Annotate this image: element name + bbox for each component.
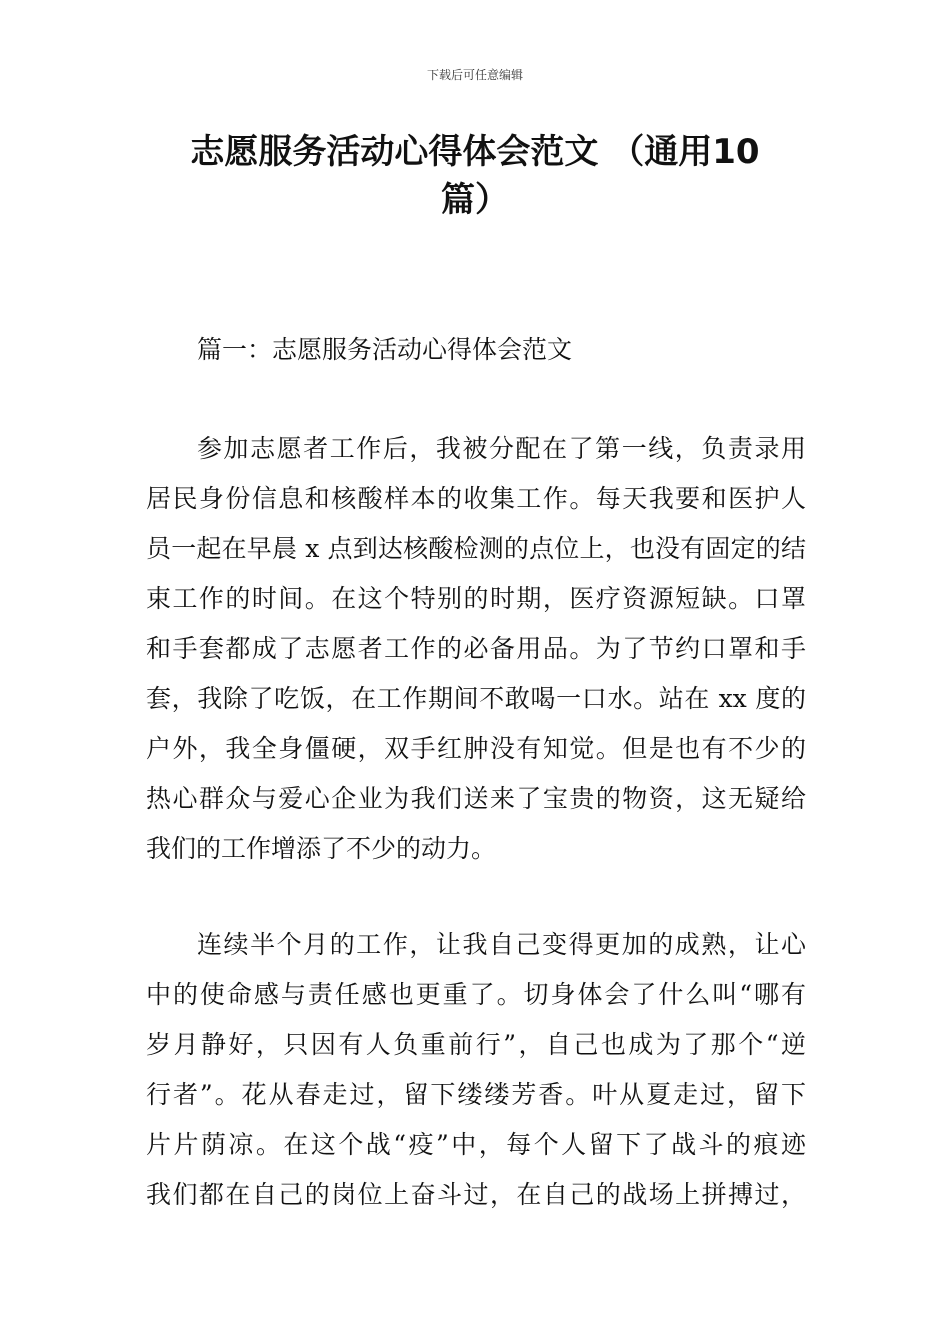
paragraph-line: 束工作的时间。在这个特别的时期，医疗资源短缺。口罩 bbox=[146, 584, 806, 613]
paragraph-line: 岁月静好，只因有人负重前行”，自己也成为了那个“逆 bbox=[146, 1030, 806, 1059]
title-line-1: 志愿服务活动心得体会范文 （通用10 bbox=[190, 132, 760, 172]
paragraph-line: 我们的工作增添了不少的动力。 bbox=[146, 834, 497, 863]
section-heading: 篇一：志愿服务活动心得体会范文 bbox=[197, 335, 573, 364]
header-note: 下载后可任意编辑 bbox=[426, 68, 523, 82]
paragraph-line: 居民身份信息和核酸样本的收集工作。每天我要和医护人 bbox=[146, 484, 806, 513]
paragraph-line: 套，我除了吃饭，在工作期间不敢喝一口水。站在 xx 度的 bbox=[146, 684, 806, 713]
paragraph-line: 员一起在早晨 x 点到达核酸检测的点位上，也没有固定的结 bbox=[146, 534, 806, 563]
paragraph-line: 热心群众与爱心企业为我们送来了宝贵的物资，这无疑给 bbox=[146, 784, 806, 813]
title-line-2: 篇） bbox=[441, 180, 509, 220]
paragraph-line: 中的使命感与责任感也更重了。切身体会了什么叫“哪有 bbox=[146, 980, 806, 1009]
paragraph-line: 户外，我全身僵硬，双手红肿没有知觉。但是也有不少的 bbox=[146, 734, 806, 763]
paragraph-line: 片片荫凉。在这个战“疫”中，每个人留下了战斗的痕迹 bbox=[146, 1130, 806, 1159]
paragraph-line: 连续半个月的工作，让我自己变得更加的成熟，让心 bbox=[197, 930, 806, 959]
paragraph-2 bbox=[146, 920, 806, 1220]
paragraph-line: 参加志愿者工作后，我被分配在了第一线，负责录用 bbox=[197, 434, 806, 463]
paragraph-line: 行者”。花从春走过，留下缕缕芳香。叶从夏走过，留下 bbox=[146, 1080, 806, 1109]
page-title bbox=[150, 128, 800, 224]
paragraph-line: 我们都在自己的岗位上奋斗过，在自己的战场上拼搏过， bbox=[146, 1180, 806, 1209]
paragraph-1 bbox=[146, 424, 806, 874]
paragraph-line: 和手套都成了志愿者工作的必备用品。为了节约口罩和手 bbox=[146, 634, 806, 663]
